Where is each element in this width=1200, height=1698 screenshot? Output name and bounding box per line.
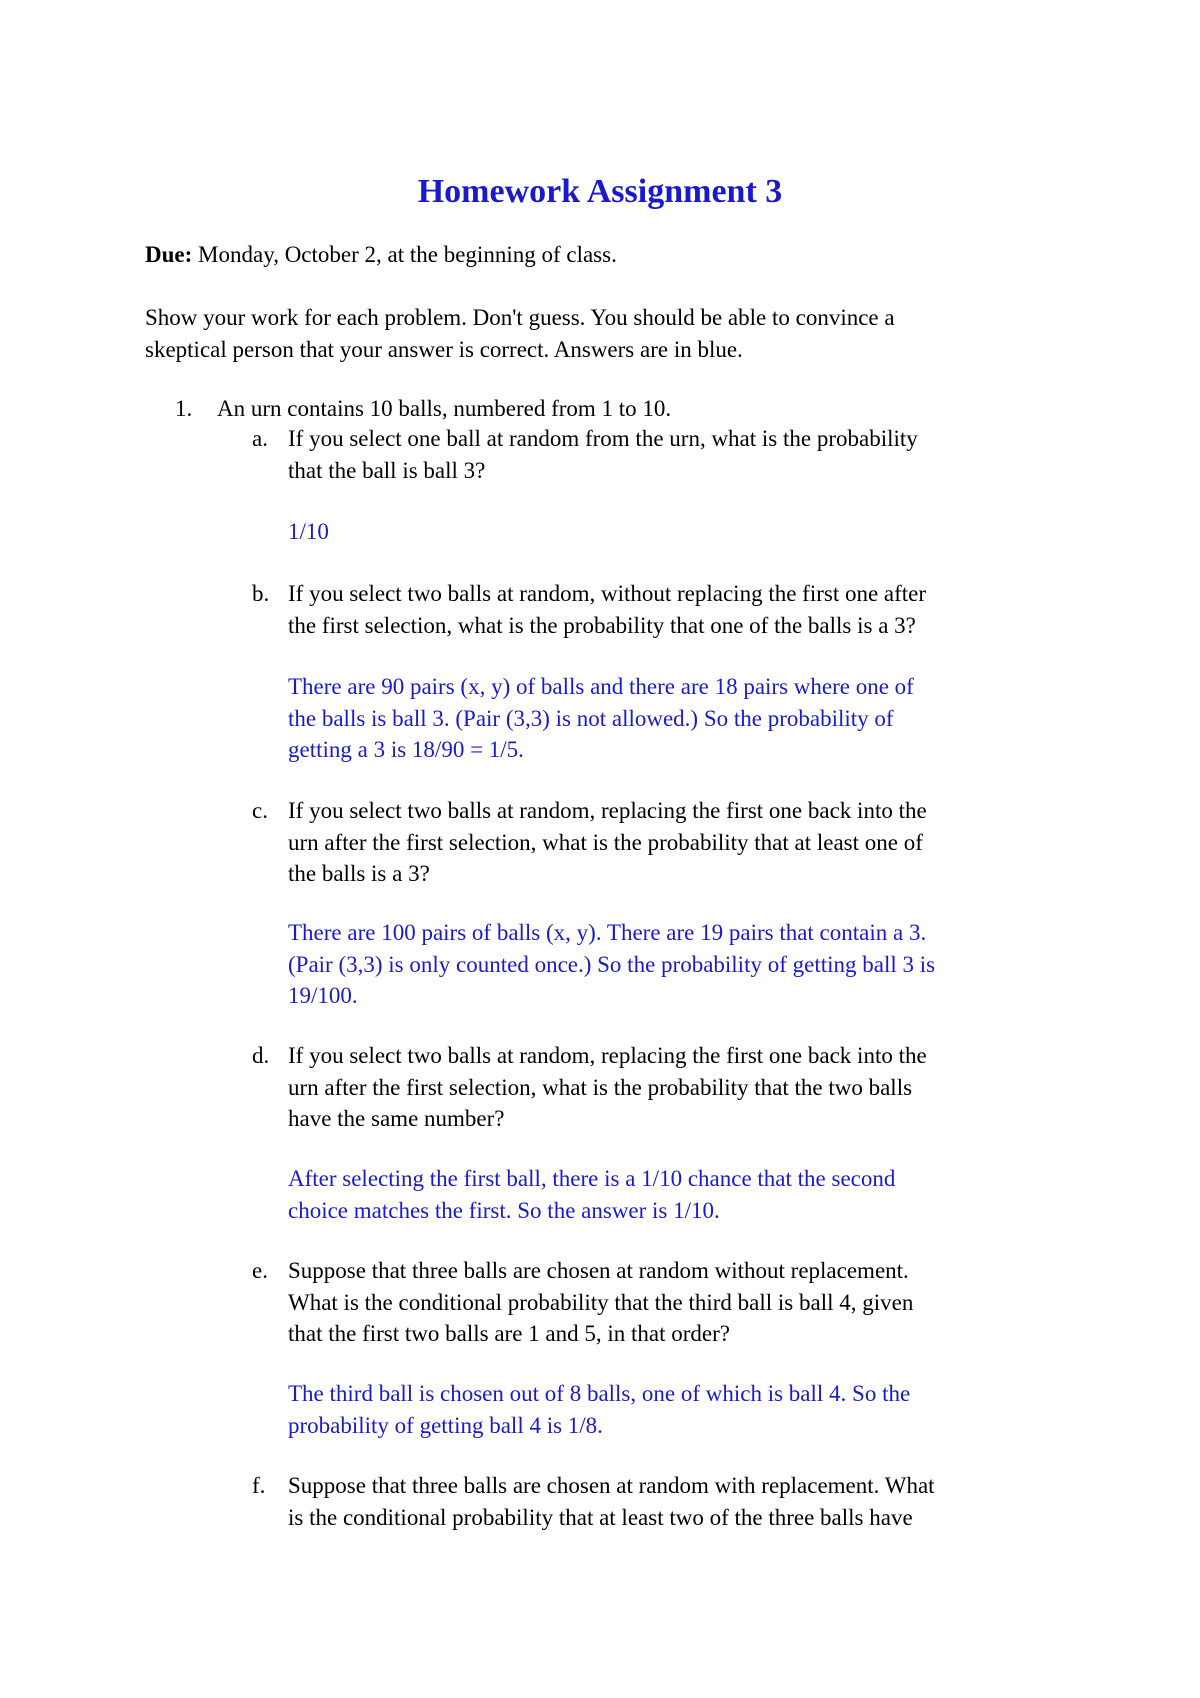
question-line: If you select two balls at random, without replacing the first one after [288,581,927,606]
due-label: Due: [145,242,193,267]
answer-line: the balls is ball 3. (Pair (3,3) is not allowed.) So the probability of [288,705,894,731]
problem-number: 1. [175,396,193,421]
answer-line: There are 90 pairs (x, y) of balls and there are 18 pairs where one of [288,674,914,699]
answer-part-d [288,1163,895,1226]
answer-line: getting a 3 is 18/90 = 1/5. [288,737,524,762]
answer-part-b [288,671,914,766]
problem-text: An urn contains 10 balls, numbered from 1 to 10. [217,396,672,421]
question-line: that the ball is ball 3? [288,457,486,483]
question-line: urn after the first selection, what is the probability that the two balls [288,1074,913,1100]
answer-line: There are 100 pairs of balls (x, y). There are 19 pairs that contain a 3. [288,920,927,945]
due-text: Monday, October 2, at the beginning of class. [192,242,617,267]
question-line: If you select two balls at random, replacing the first one back into the [288,1043,927,1068]
answer-line: choice matches the first. So the answer is 1/10. [288,1197,720,1223]
question-line: the first selection, what is the probability that one of the balls is a 3? [288,612,916,638]
answer-part-e [288,1378,910,1441]
question-line: urn after the first selection, what is the probability that at least one of [288,829,923,855]
question-line: have the same number? [288,1106,505,1131]
instructions-line: skeptical person that your answer is correct. Answers are in blue. [145,337,743,362]
part-letter: f. [252,1473,266,1498]
answer-line: 19/100. [288,983,358,1008]
answer-line: 1/10 [288,519,329,544]
instructions-paragraph [145,302,1045,366]
question-line: is the conditional probability that at least two of the three balls have [288,1504,913,1530]
question-line: that the first two balls are 1 and 5, in that order? [288,1321,730,1346]
problem-1-statement [175,394,671,424]
question-line: If you select two balls at random, replacing the first one back into the [288,798,927,823]
question-line: Suppose that three balls are chosen at random without replacement. [288,1258,909,1283]
part-letter: a. [252,426,268,451]
question-line: the balls is a 3? [288,861,430,886]
answer-line: The third ball is chosen out of 8 balls, one of which is ball 4. So the [288,1381,911,1406]
answer-line: (Pair (3,3) is only counted once.) So the probability of getting ball 3 is [288,951,936,977]
answer-part-c [288,917,935,1012]
page-title: Homework Assignment 3 [417,173,783,210]
answer-line: After selecting the first ball, there is a 1/10 chance that the second [288,1166,896,1191]
part-letter: d. [252,1043,270,1068]
due-line [145,240,617,270]
instructions-line: Show your work for each problem. Don't guess. You should be able to convince a [145,305,895,330]
question-line: Suppose that three balls are chosen at random with replacement. What [288,1473,935,1498]
part-letter: e. [252,1258,268,1283]
answer-part-a [288,516,329,548]
answer-line: probability of getting ball 4 is 1/8. [288,1412,603,1438]
question-line: What is the conditional probability that the third ball is ball 4, given [288,1289,914,1315]
part-letter: c. [252,798,268,823]
part-letter: b. [252,581,270,606]
question-line: If you select one ball at random from the urn, what is the probability [288,426,918,451]
